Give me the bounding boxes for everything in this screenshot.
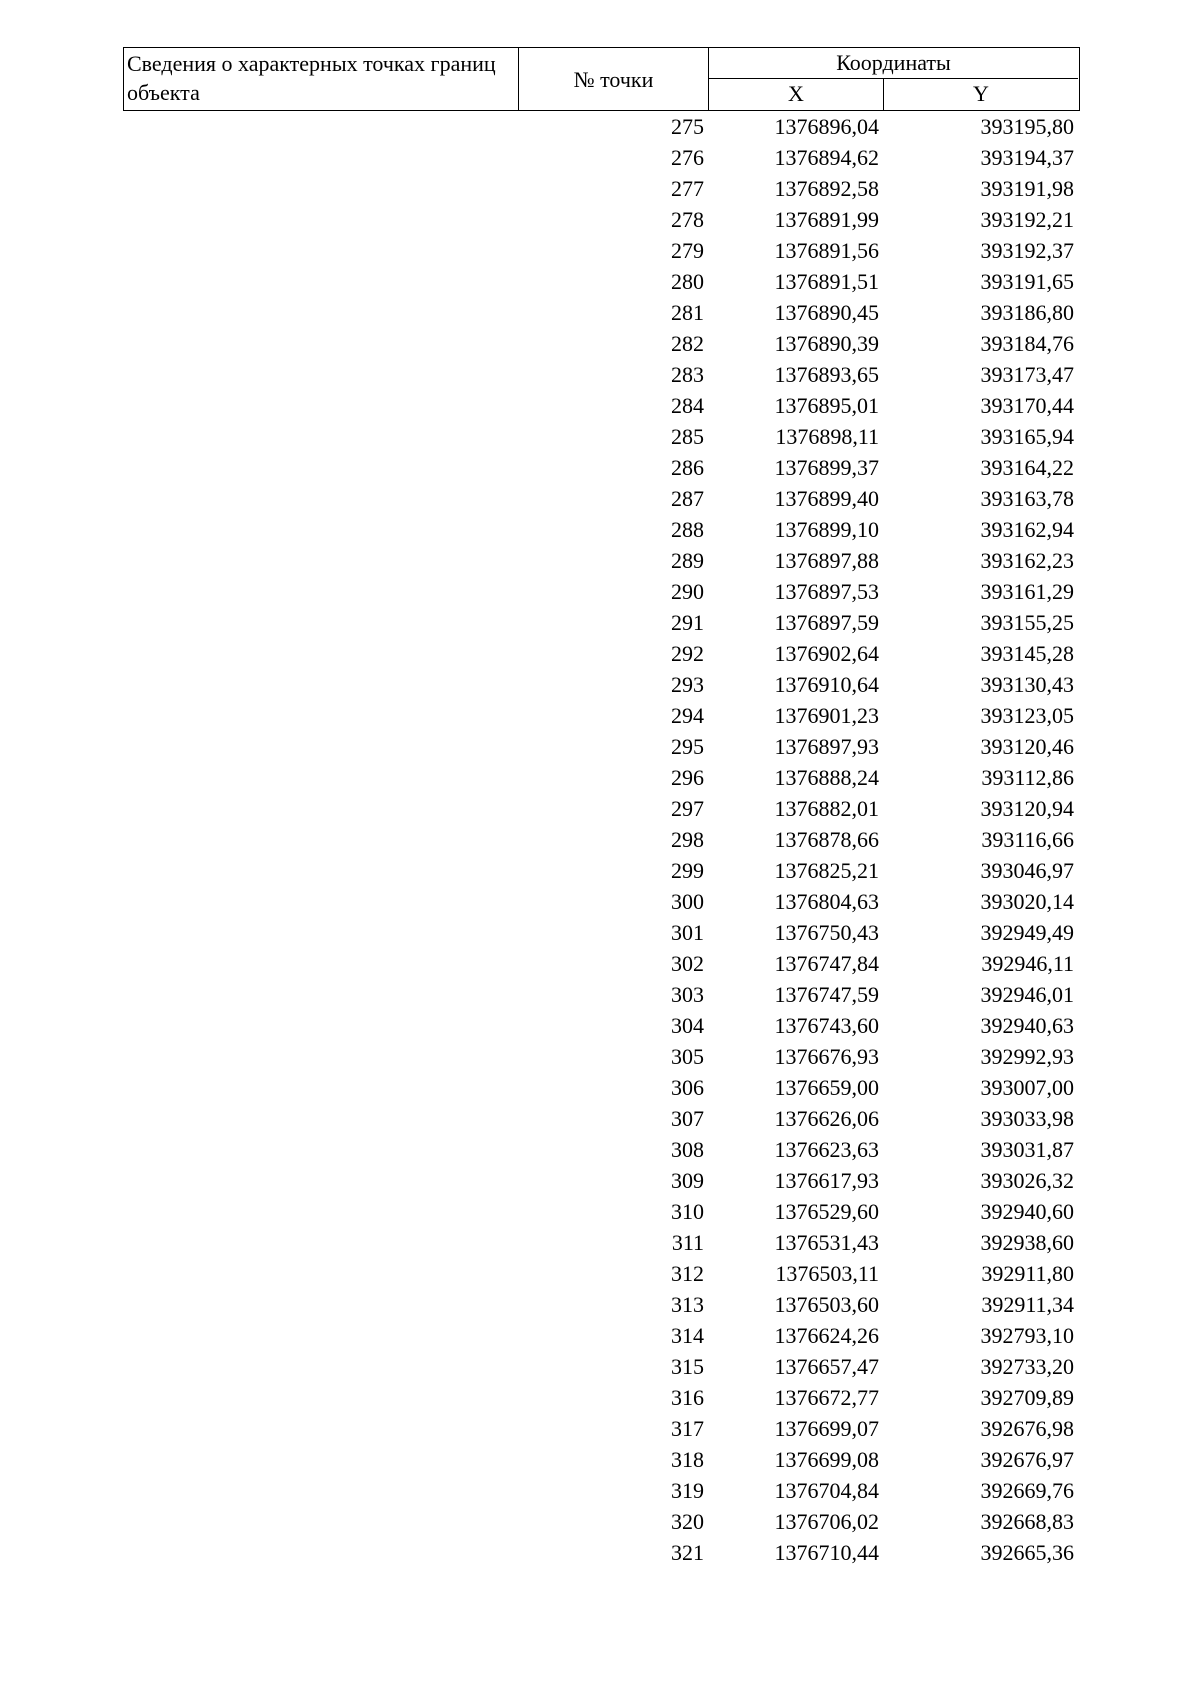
point-number-cell: 310	[671, 1199, 704, 1224]
point-number-cell: 311	[671, 1230, 704, 1255]
x-coordinate-cell: 1376898,11	[775, 424, 879, 449]
point-number-cell: 296	[671, 765, 704, 790]
table-row	[123, 1258, 1080, 1289]
table-row	[123, 1196, 1080, 1227]
y-coordinate-cell: 392665,36	[980, 1540, 1074, 1565]
point-number-cell: 280	[671, 269, 704, 294]
x-coordinate-cell: 1376503,11	[775, 1261, 879, 1286]
table-row	[123, 545, 1080, 576]
y-coordinate-cell: 393130,43	[980, 672, 1074, 697]
table-row	[123, 576, 1080, 607]
table-row	[123, 1072, 1080, 1103]
point-number-cell: 308	[671, 1137, 704, 1162]
table-row	[123, 142, 1080, 173]
point-number-cell: 275	[671, 114, 704, 139]
point-number-cell: 315	[671, 1354, 704, 1379]
table-row	[123, 111, 1080, 142]
x-coordinate-cell: 1376890,39	[774, 331, 879, 356]
table-row	[123, 297, 1080, 328]
y-coordinate-cell: 393145,28	[980, 641, 1074, 666]
x-coordinate-cell: 1376888,24	[774, 765, 879, 790]
x-coordinate-cell: 1376891,99	[774, 207, 879, 232]
point-number-cell: 286	[671, 455, 704, 480]
y-coordinate-cell: 392709,89	[980, 1385, 1074, 1410]
point-number-cell: 304	[671, 1013, 704, 1038]
point-number-cell: 285	[671, 424, 704, 449]
point-number-cell: 300	[671, 889, 704, 914]
y-coordinate-cell: 393031,87	[980, 1137, 1074, 1162]
point-number-cell: 313	[671, 1292, 704, 1317]
x-coordinate-cell: 1376617,93	[774, 1168, 879, 1193]
y-coordinate-cell: 392940,63	[980, 1013, 1074, 1038]
x-coordinate-cell: 1376699,08	[774, 1447, 879, 1472]
point-number-cell: 290	[671, 579, 704, 604]
point-number-cell: 293	[671, 672, 704, 697]
point-number-cell: 314	[671, 1323, 704, 1348]
x-coordinate-cell: 1376902,64	[774, 641, 879, 666]
y-coordinate-cell: 393164,22	[980, 455, 1074, 480]
table-row	[123, 1506, 1080, 1537]
y-coordinate-cell: 393026,32	[980, 1168, 1074, 1193]
table-row	[123, 607, 1080, 638]
point-number-cell: 276	[671, 145, 704, 170]
x-coordinate-cell: 1376503,60	[774, 1292, 879, 1317]
point-number-cell: 317	[671, 1416, 704, 1441]
x-coordinate-cell: 1376743,60	[774, 1013, 879, 1038]
point-number-cell: 281	[671, 300, 704, 325]
point-number-cell: 277	[671, 176, 704, 201]
y-coordinate-cell: 393020,14	[980, 889, 1074, 914]
table-header	[123, 47, 1080, 111]
x-coordinate-cell: 1376804,63	[774, 889, 879, 914]
point-number-cell: 301	[671, 920, 704, 945]
y-coordinate-cell: 393120,94	[980, 796, 1074, 821]
table-row	[123, 421, 1080, 452]
x-coordinate-cell: 1376624,26	[774, 1323, 879, 1348]
x-coordinate-cell: 1376895,01	[774, 393, 879, 418]
point-number-cell: 295	[671, 734, 704, 759]
x-coordinate-cell: 1376747,59	[774, 982, 879, 1007]
table-row	[123, 1165, 1080, 1196]
x-coordinate-cell: 1376672,77	[774, 1385, 879, 1410]
table-row	[123, 173, 1080, 204]
point-number-cell: 289	[671, 548, 704, 573]
x-coordinate-cell: 1376676,93	[774, 1044, 879, 1069]
x-coordinate-cell: 1376710,44	[774, 1540, 879, 1565]
x-coordinate-cell: 1376529,60	[774, 1199, 879, 1224]
point-number-cell: 297	[671, 796, 704, 821]
description-column-header: Сведения о характерных точках границ объекта	[124, 48, 519, 110]
x-coordinate-cell: 1376899,40	[774, 486, 879, 511]
y-coordinate-cell: 393112,86	[981, 765, 1074, 790]
point-number-cell: 312	[671, 1261, 704, 1286]
y-coordinate-cell: 393192,37	[980, 238, 1074, 263]
table-row	[123, 204, 1080, 235]
point-number-cell: 320	[671, 1509, 704, 1534]
x-coordinate-cell: 1376750,43	[774, 920, 879, 945]
y-coordinate-cell: 392940,60	[980, 1199, 1074, 1224]
y-coordinate-cell: 392911,34	[981, 1292, 1074, 1317]
x-coordinate-cell: 1376899,37	[774, 455, 879, 480]
coordinates-table-body	[123, 111, 1080, 1568]
point-number-label: № точки	[573, 66, 654, 92]
y-coordinate-cell: 393162,23	[980, 548, 1074, 573]
y-coordinate-cell: 392946,11	[981, 951, 1074, 976]
table-row	[123, 793, 1080, 824]
x-coordinate-cell: 1376897,93	[774, 734, 879, 759]
x-coordinate-cell: 1376659,00	[774, 1075, 879, 1100]
point-number-cell: 318	[671, 1447, 704, 1472]
table-row	[123, 1010, 1080, 1041]
y-coordinate-cell: 392668,83	[980, 1509, 1074, 1534]
x-coordinate-cell: 1376894,62	[774, 145, 879, 170]
table-row	[123, 1537, 1080, 1568]
table-row	[123, 1475, 1080, 1506]
point-number-cell: 278	[671, 207, 704, 232]
table-row	[123, 824, 1080, 855]
table-row	[123, 917, 1080, 948]
table-row	[123, 1289, 1080, 1320]
y-coordinate-cell: 393186,80	[980, 300, 1074, 325]
table-row	[123, 235, 1080, 266]
point-number-cell: 305	[671, 1044, 704, 1069]
table-row	[123, 762, 1080, 793]
y-coordinate-cell: 392676,97	[980, 1447, 1074, 1472]
y-coordinate-cell: 392669,76	[980, 1478, 1074, 1503]
point-number-cell: 279	[671, 238, 704, 263]
table-row	[123, 669, 1080, 700]
x-coordinate-cell: 1376882,01	[774, 796, 879, 821]
point-number-cell: 298	[671, 827, 704, 852]
table-row	[123, 1227, 1080, 1258]
x-coordinate-cell: 1376657,47	[774, 1354, 879, 1379]
point-number-cell: 316	[671, 1385, 704, 1410]
table-row	[123, 1134, 1080, 1165]
point-number-cell: 283	[671, 362, 704, 387]
x-coordinate-cell: 1376531,43	[774, 1230, 879, 1255]
x-coordinate-cell: 1376878,66	[774, 827, 879, 852]
x-coordinate-cell: 1376626,06	[774, 1106, 879, 1131]
point-number-cell: 303	[671, 982, 704, 1007]
point-number-cell: 288	[671, 517, 704, 542]
point-number-cell: 294	[671, 703, 704, 728]
y-coordinate-cell: 393191,98	[980, 176, 1074, 201]
y-coordinate-cell: 393161,29	[980, 579, 1074, 604]
y-coordinate-cell: 393120,46	[980, 734, 1074, 759]
y-coordinate-cell: 393163,78	[980, 486, 1074, 511]
x-coordinate-cell: 1376704,84	[774, 1478, 879, 1503]
point-number-cell: 282	[671, 331, 704, 356]
point-number-cell: 299	[671, 858, 704, 883]
point-number-cell: 319	[671, 1478, 704, 1503]
y-coordinate-cell: 393165,94	[980, 424, 1074, 449]
table-row	[123, 979, 1080, 1010]
y-coordinate-cell: 392938,60	[980, 1230, 1074, 1255]
y-coordinate-cell: 392949,49	[980, 920, 1074, 945]
table-row	[123, 483, 1080, 514]
y-coordinate-cell: 393184,76	[980, 331, 1074, 356]
x-column-header: X	[709, 79, 884, 110]
table-row	[123, 886, 1080, 917]
x-coordinate-cell: 1376747,84	[774, 951, 879, 976]
table-row	[123, 359, 1080, 390]
point-number-cell: 292	[671, 641, 704, 666]
table-row	[123, 452, 1080, 483]
y-coordinate-cell: 392676,98	[980, 1416, 1074, 1441]
table-row	[123, 328, 1080, 359]
y-coordinate-cell: 393173,47	[980, 362, 1074, 387]
y-coordinate-cell: 393195,80	[980, 114, 1074, 139]
y-coordinate-cell: 393033,98	[980, 1106, 1074, 1131]
table-row	[123, 1413, 1080, 1444]
x-coordinate-cell: 1376893,65	[774, 362, 879, 387]
y-coordinate-cell: 392911,80	[981, 1261, 1074, 1286]
x-coordinate-cell: 1376897,59	[774, 610, 879, 635]
point-number-cell: 284	[671, 393, 704, 418]
table-row	[123, 1041, 1080, 1072]
x-coordinate-cell: 1376891,51	[774, 269, 879, 294]
point-number-cell: 309	[671, 1168, 704, 1193]
x-coordinate-cell: 1376825,21	[774, 858, 879, 883]
table-row	[123, 638, 1080, 669]
x-coordinate-cell: 1376890,45	[774, 300, 879, 325]
table-row	[123, 1320, 1080, 1351]
y-coordinate-cell: 393194,37	[980, 145, 1074, 170]
y-coordinate-cell: 392992,93	[980, 1044, 1074, 1069]
x-coordinate-cell: 1376706,02	[774, 1509, 879, 1534]
y-coordinate-cell: 393162,94	[980, 517, 1074, 542]
x-coordinate-cell: 1376910,64	[774, 672, 879, 697]
x-coordinate-cell: 1376892,58	[774, 176, 879, 201]
y-coordinate-cell: 392733,20	[980, 1354, 1074, 1379]
point-number-cell: 287	[671, 486, 704, 511]
table-row	[123, 855, 1080, 886]
y-coordinate-cell: 393007,00	[980, 1075, 1074, 1100]
y-column-header: Y	[973, 81, 989, 106]
y-coordinate-cell: 393155,25	[980, 610, 1074, 635]
y-coordinate-cell: 393046,97	[980, 858, 1074, 883]
y-coordinate-cell: 392946,01	[980, 982, 1074, 1007]
point-number-cell: 307	[671, 1106, 704, 1131]
table-row	[123, 1382, 1080, 1413]
y-coordinate-cell: 393170,44	[980, 393, 1074, 418]
x-coordinate-cell: 1376899,10	[774, 517, 879, 542]
coordinates-column-header: Координаты	[709, 48, 1078, 79]
y-coordinate-cell: 393116,66	[981, 827, 1074, 852]
point-number-cell: 302	[671, 951, 704, 976]
point-number-cell: 321	[671, 1540, 704, 1565]
x-coordinate-cell: 1376897,88	[774, 548, 879, 573]
table-row	[123, 1351, 1080, 1382]
x-coordinate-cell: 1376901,23	[774, 703, 879, 728]
x-coordinate-cell: 1376699,07	[774, 1416, 879, 1441]
table-row	[123, 390, 1080, 421]
x-coordinate-cell: 1376891,56	[774, 238, 879, 263]
table-row	[123, 731, 1080, 762]
y-coordinate-cell: 393192,21	[980, 207, 1074, 232]
table-row	[123, 948, 1080, 979]
y-coordinate-cell: 392793,10	[980, 1323, 1074, 1348]
point-number-column-header	[519, 48, 709, 110]
y-coordinate-cell: 393191,65	[980, 269, 1074, 294]
x-coordinate-cell: 1376623,63	[774, 1137, 879, 1162]
y-coordinate-cell: 393123,05	[980, 703, 1074, 728]
point-number-cell: 306	[671, 1075, 704, 1100]
table-row	[123, 514, 1080, 545]
point-number-cell: 291	[671, 610, 704, 635]
table-row	[123, 1444, 1080, 1475]
x-coordinate-cell: 1376896,04	[774, 114, 879, 139]
table-row	[123, 1103, 1080, 1134]
table-row	[123, 266, 1080, 297]
table-row	[123, 700, 1080, 731]
x-coordinate-cell: 1376897,53	[774, 579, 879, 604]
